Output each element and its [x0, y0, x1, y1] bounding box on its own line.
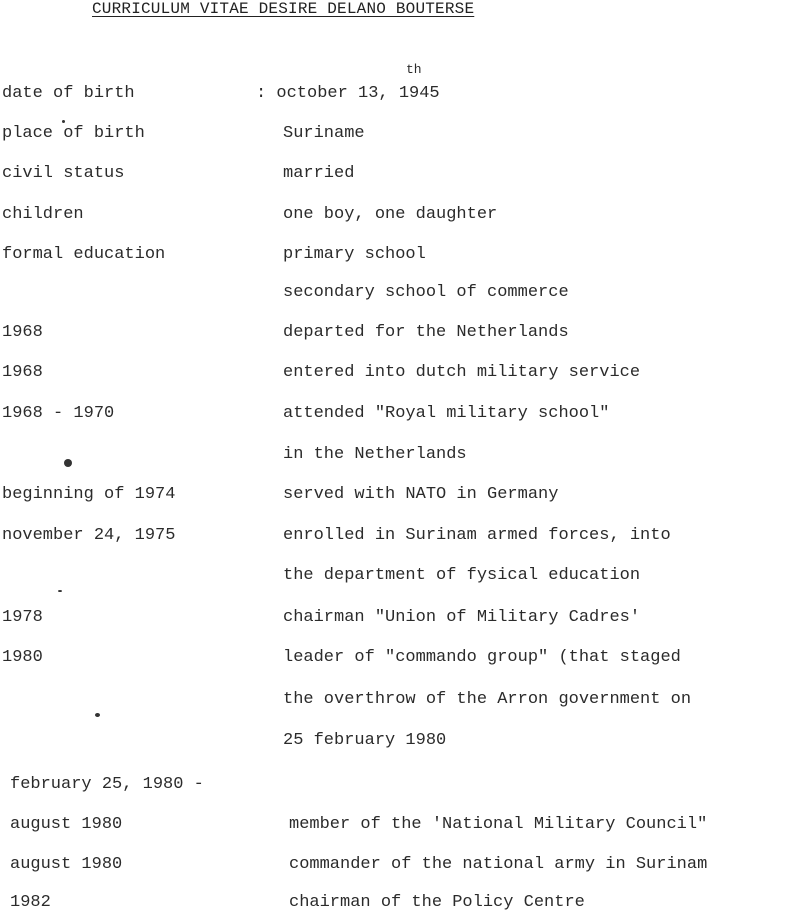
row-label: august 1980: [10, 855, 123, 874]
cv-row: [0, 283, 800, 307]
row-value: secondary school of commerce: [283, 283, 569, 302]
scan-speck: [64, 459, 72, 467]
row-value: member of the 'National Military Council": [289, 815, 708, 834]
row-value: in the Netherlands: [283, 445, 467, 464]
row-value: entered into dutch military service: [283, 363, 641, 382]
cv-row: [0, 84, 800, 108]
cv-row: [0, 124, 800, 148]
document-title: CURRICULUM VITAE DESIRE DELANO BOUTERSE: [92, 0, 475, 18]
cv-row: [0, 815, 800, 839]
row-value: the department of fysical education: [283, 566, 641, 585]
cv-row: [0, 485, 800, 509]
row-value: married: [283, 164, 355, 183]
row-value: departed for the Netherlands: [283, 323, 569, 342]
row-label: children: [2, 205, 84, 224]
row-value: served with NATO in Germany: [283, 485, 559, 504]
cv-row: [0, 566, 800, 590]
row-label: 1978: [2, 608, 43, 627]
row-value: : october 13, 1945: [256, 84, 440, 103]
scan-speck: [62, 120, 65, 123]
cv-row: [0, 164, 800, 188]
row-label: civil status: [2, 164, 125, 183]
row-label: 1982: [10, 893, 51, 912]
row-value: Suriname: [283, 124, 365, 143]
cv-row: [0, 648, 800, 672]
row-label: november 24, 1975: [2, 526, 176, 545]
row-label: date of birth: [2, 84, 135, 103]
row-label: beginning of 1974: [2, 485, 176, 504]
cv-row: [0, 323, 800, 347]
row-label: 1968: [2, 363, 43, 382]
cv-row: [0, 855, 800, 879]
scan-speck: [58, 590, 62, 592]
row-label: 1980: [2, 648, 43, 667]
row-value: 25 february 1980: [283, 731, 447, 750]
row-label: february 25, 1980 -: [10, 775, 204, 794]
row-label: 1968: [2, 323, 43, 342]
row-value: attended "Royal military school": [283, 404, 610, 423]
cv-row: [0, 526, 800, 550]
row-value: chairman of the Policy Centre: [289, 893, 585, 912]
row-label: formal education: [2, 245, 166, 264]
row-value: primary school: [283, 245, 426, 264]
cv-row: [0, 205, 800, 229]
cv-row: [0, 893, 800, 917]
row-value: enrolled in Surinam armed forces, into: [283, 526, 671, 545]
row-label: place of birth: [2, 124, 145, 143]
cv-row: [0, 363, 800, 387]
row-value: the overthrow of the Arron government on: [283, 690, 692, 709]
row-label: 1968 - 1970: [2, 404, 115, 423]
cv-row: [0, 445, 800, 469]
cv-row: [0, 608, 800, 632]
scan-speck: [95, 713, 100, 717]
row-value: chairman "Union of Military Cadres': [283, 608, 641, 627]
cv-row: [0, 775, 800, 799]
row-value: leader of "commando group" (that staged: [283, 648, 681, 667]
cv-row: [0, 404, 800, 428]
cv-row: [0, 245, 800, 269]
birth-day-superscript: th: [406, 62, 422, 77]
row-value: commander of the national army in Surinam: [289, 855, 708, 874]
row-label: august 1980: [10, 815, 123, 834]
row-value: one boy, one daughter: [283, 205, 498, 224]
cv-row: [0, 690, 800, 714]
cv-row: [0, 731, 800, 755]
